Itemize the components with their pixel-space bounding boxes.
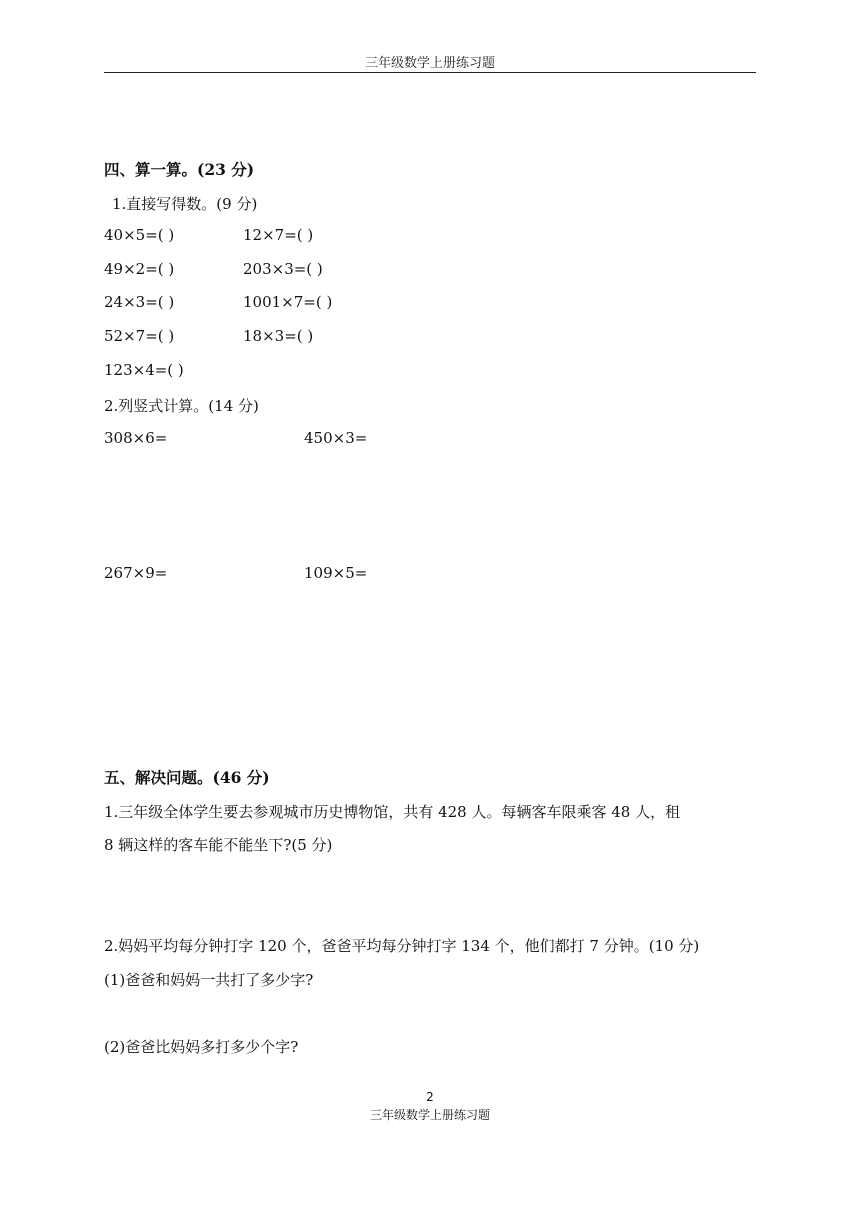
vertical-calc-item: 109×5= xyxy=(304,564,368,582)
section-5-q1-line1: 1.三年级全体学生要去参观城市历史博物馆，共有 428 人。每辆客车限乘客 48 人，租 xyxy=(104,803,681,821)
section-4-q2-title: 2.列竖式计算。(14 分) xyxy=(104,397,259,415)
mental-math-item: 123×4=( ) xyxy=(104,361,184,379)
footer-page-number: 2 xyxy=(426,1090,434,1104)
mental-math-item: 49×2=( ) xyxy=(104,260,175,278)
mental-math-item: 18×3=( ) xyxy=(243,327,314,345)
mental-math-item: 40×5=( ) xyxy=(104,226,175,244)
section-4-q1-title: 1.直接写得数。(9 分) xyxy=(112,195,258,213)
mental-math-item: 52×7=( ) xyxy=(104,327,175,345)
mental-math-item: 1001×7=( ) xyxy=(243,293,333,311)
section-5-q1-line2: 8 辆这样的客车能不能坐下?(5 分) xyxy=(104,836,333,854)
header-rule xyxy=(104,72,756,73)
mental-math-item: 24×3=( ) xyxy=(104,293,175,311)
section-4-title: 四、算一算。(23 分) xyxy=(104,160,255,179)
footer-title: 三年级数学上册练习题 xyxy=(369,1108,490,1122)
vertical-calc-item: 450×3= xyxy=(304,429,368,447)
section-5-q2-line1: 2.妈妈平均每分钟打字 120 个，爸爸平均每分钟打字 134 个，他们都打 7 分钟。(10 分) xyxy=(104,937,700,955)
section-5-title: 五、解决问题。(46 分) xyxy=(104,768,270,787)
mental-math-item: 12×7=( ) xyxy=(243,226,314,244)
header-title: 三年级数学上册练习题 xyxy=(364,56,495,71)
mental-math-item: 203×3=( ) xyxy=(243,260,323,278)
vertical-calc-item: 308×6= xyxy=(104,429,168,447)
section-5-q2-sub2: (2)爸爸比妈妈多打多少个字? xyxy=(104,1038,299,1056)
vertical-calc-item: 267×9= xyxy=(104,564,168,582)
section-5-q2-sub1: (1)爸爸和妈妈一共打了多少字? xyxy=(104,971,314,989)
